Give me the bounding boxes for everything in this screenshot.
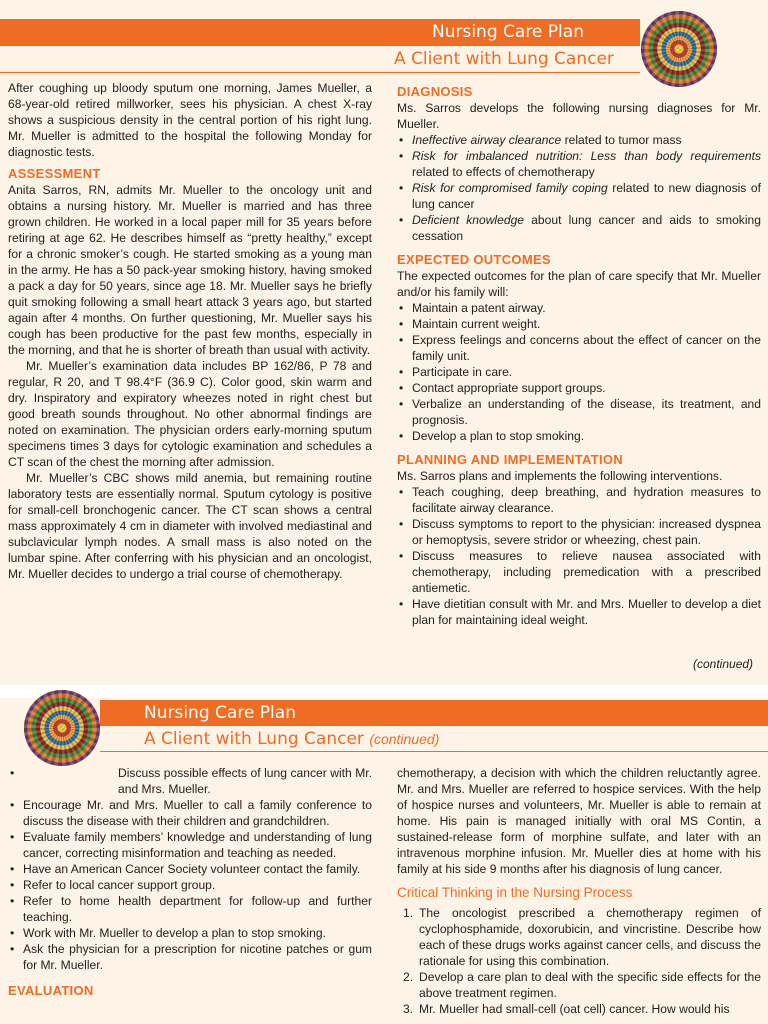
- planning-intro: Ms. Sarros plans and implements the following interventions.: [397, 469, 723, 483]
- interventions-list: [8, 765, 372, 973]
- assessment-heading: ASSESSMENT: [8, 166, 101, 181]
- page-subtitle: A Client with Lung Cancer (continued): [144, 729, 440, 749]
- page-title: Nursing Care Plan: [432, 22, 584, 42]
- list-item: • Risk for imbalanced nutrition: Less than body requirements related to effects of chemotherapy: [397, 148, 761, 180]
- critical-thinking-heading: Critical Thinking in the Nursing Process: [397, 885, 633, 900]
- list-item: • Work with Mr. Mueller to develop a plan to stop smoking.: [8, 925, 372, 941]
- list-item: • Discuss symptoms to report to the physician: increased dyspnea or hemoptysis, severe stridor or wheezing, chest pain.: [397, 516, 761, 548]
- list-item: • Discuss possible effects of lung cancer with Mr. and Mrs. Mueller.: [8, 765, 372, 797]
- list-item: • Participate in care.: [397, 364, 761, 380]
- left-column: [8, 80, 372, 582]
- outcomes-heading: EXPECTED OUTCOMES: [397, 252, 551, 267]
- decorative-medallion-icon: [24, 690, 100, 766]
- list-item: • Teach coughing, deep breathing, and hydration measures to facilitate airway clearance.: [397, 484, 761, 516]
- list-item: • Develop a plan to stop smoking.: [397, 428, 761, 444]
- care-plan-page-2: [0, 698, 768, 1024]
- title-rule: [100, 751, 768, 752]
- evaluation-heading: EVALUATION: [8, 983, 94, 998]
- planning-heading: PLANNING AND IMPLEMENTATION: [397, 452, 623, 467]
- assessment-paragraph-1: Anita Sarros, RN, admits Mr. Mueller to the oncology unit and obtains a nursing history. Mr. Mueller is married and has three grown children. He worked in a local paper mill for 35 years before retiring at age 62. He describes himself as “pretty healthy,” except for a chronic smoker’s cough. He started smoking as a young man in the army. He has a 50 pack-year smoking history, having smoked a pack a day for 50 years, since age 18. Mr. Mueller says he briefly quit smoking following a small heart attack 3 years ago, but started again after 4 months. On further questioning, Mr. Mueller says his cough has been productive for the past few months, especially in the morning, and that he is shorter of breath than usual with activity.: [8, 183, 372, 357]
- page-gap: [0, 685, 768, 698]
- list-item: • Contact appropriate support groups.: [397, 380, 761, 396]
- intro-paragraph: After coughing up bloody sputum one morning, James Mueller, a 68-year-old retired millworker, sees his physician. A chest X-ray shows a suspicious density in the central portion of his right lung. Mr. Mueller is admitted to the hospital the following Monday for diagnostic tests.: [8, 81, 372, 159]
- list-item: 2. Develop a care plan to deal with the specific side effects for the above treatment regimen.: [403, 970, 761, 1000]
- list-item: 1. The oncologist prescribed a chemotherapy regimen of cyclophosphamide, doxorubicin, and vincristine. Describe how each of these drugs works against cancer cells, and discuss the rationale for using this combination.: [403, 906, 761, 968]
- list-item: • Deficient knowledge about lung cancer and aids to smoking cessation: [397, 212, 761, 244]
- questions-list: [397, 905, 761, 1017]
- list-item: • Have an American Cancer Society volunteer contact the family.: [8, 861, 372, 877]
- list-item: • Ask the physician for a prescription for nicotine patches or gum for Mr. Mueller.: [8, 941, 372, 973]
- right-column: [397, 765, 761, 1017]
- list-item: • Refer to local cancer support group.: [8, 877, 372, 893]
- diagnosis-intro: Ms. Sarros develops the following nursing diagnoses for Mr. Mueller.: [397, 101, 761, 131]
- list-item: • Verbalize an understanding of the disease, its treatment, and prognosis.: [397, 396, 761, 428]
- interventions-list: [397, 484, 761, 628]
- list-item: • Refer to home health department for follow-up and further teaching.: [8, 893, 372, 925]
- list-item: • Have dietitian consult with Mr. and Mrs. Mueller to develop a diet plan for maintaining ideal weight.: [397, 596, 761, 628]
- list-item: 3. Mr. Mueller had small-cell (oat cell) cancer. How would his: [403, 1002, 730, 1016]
- list-item: • Encourage Mr. and Mrs. Mueller to call a family conference to discuss the disease with their children and grandchildren.: [8, 797, 372, 829]
- diagnosis-list: [397, 132, 761, 244]
- outcomes-intro: The expected outcomes for the plan of care specify that Mr. Mueller and/or his family will:: [397, 269, 761, 299]
- outcomes-list: [397, 300, 761, 444]
- outcome-paragraph: chemotherapy, a decision with which the children reluctantly agree. Mr. and Mrs. Mueller are referred to hospice services. With the help of hospice nurses and volunteers, Mr. Mueller is able to remain at home. His pain is managed initially with oral MS Contin, a sustained-release form of morphine sulfate, and later with an intravenous morphine infusion. Mr. Mueller dies at home with his family at his side 9 months after his diagnosis of lung cancer.: [397, 766, 761, 876]
- left-column: [8, 765, 372, 999]
- list-item: • Discuss measures to relieve nausea associated with chemotherapy, including premedication with a prescribed antiemetic.: [397, 548, 761, 596]
- list-item: • Evaluate family members’ knowledge and understanding of lung cancer, correcting misinformation and teaching as needed.: [8, 829, 372, 861]
- decorative-medallion-icon: [641, 11, 717, 87]
- page-subtitle: A Client with Lung Cancer: [394, 49, 614, 69]
- continued-note: (continued): [693, 657, 754, 671]
- assessment-paragraph-2: Mr. Mueller’s examination data includes BP 162/86, P 78 and regular, R 20, and T 98.4°F (36.9 C). Color good, skin warm and dry. Inspiratory and expiratory wheezes noted in right chest but good breath sounds throughout. No other abnormal findings are noted on examination. The physician orders early-morning sputum specimens times 3 days for cytologic examination and schedules a CT scan of the chest the morning after admission.: [8, 359, 372, 469]
- page-title: Nursing Care Plan: [144, 703, 296, 723]
- list-item: • Risk for compromised family coping related to new diagnosis of lung cancer: [397, 180, 761, 212]
- assessment-paragraph-3: Mr. Mueller’s CBC shows mild anemia, but remaining routine laboratory tests are essentially normal. Sputum cytology is positive for small-cell bronchogenic cancer. The CT scan shows a central mass approximately 4 cm in diameter with involved mediastinal and subclavicular lymph nodes. A small mass is also noted on the lumbar spine. After conferring with his physician and an oncologist, Mr. Mueller decides to undergo a trial course of chemotherapy.: [8, 471, 372, 581]
- title-rule: [0, 72, 640, 73]
- list-item: • Ineffective airway clearance related to tumor mass: [397, 132, 761, 148]
- right-column: [397, 80, 761, 628]
- continued-label: (continued): [369, 731, 440, 747]
- diagnosis-heading: DIAGNOSIS: [397, 84, 473, 99]
- list-item: • Express feelings and concerns about the effect of cancer on the family unit.: [397, 332, 761, 364]
- list-item: • Maintain a patent airway.: [397, 300, 761, 316]
- list-item: • Maintain current weight.: [397, 316, 761, 332]
